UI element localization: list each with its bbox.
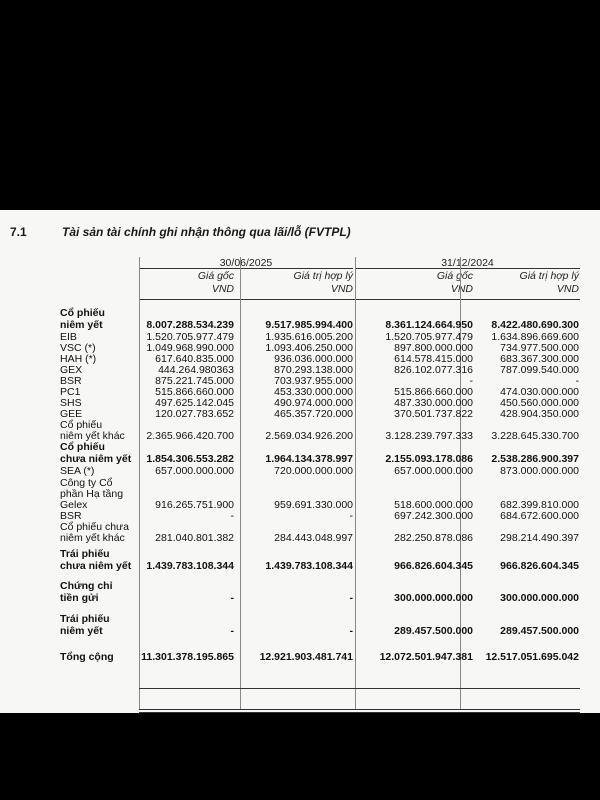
col-header-label: Giá gốc	[436, 270, 473, 282]
table-cell: 8.422.480.690.300	[491, 319, 579, 331]
row-label: GEE	[60, 408, 83, 420]
row-label: tiền gửi	[60, 592, 99, 604]
row-label: BSR	[60, 375, 82, 387]
row-label: Cổ phiếu chưa	[60, 521, 129, 533]
row-label: niêm yết khác	[60, 430, 125, 442]
table-cell: 289.457.500.000	[500, 625, 579, 637]
table-cell: 657.000.000.000	[155, 465, 234, 477]
col-header-cost-2025	[198, 270, 234, 296]
table-cell: -	[230, 510, 234, 522]
table-cell: 684.672.600.000	[500, 510, 579, 522]
table-cell: 959.691.330.000	[274, 499, 353, 511]
table-cell: 1.439.783.108.344	[146, 560, 234, 572]
table-cell: 1.520.705.977.479	[385, 331, 473, 343]
period-header-2025: 30/06/2025	[219, 257, 273, 269]
column-divider	[139, 257, 140, 709]
row-label: Tổng cộng	[60, 651, 114, 663]
row-label: Chứng chỉ	[60, 580, 113, 592]
table-cell: 300.000.000.000	[500, 592, 579, 604]
row-label: HAH (*)	[60, 353, 97, 365]
col-header-label: Giá trị hợp lý	[293, 270, 353, 282]
table-cell: 3.128.239.797.333	[385, 430, 473, 442]
table-cell: 787.099.540.000	[500, 364, 579, 376]
table-cell: 870.293.138.000	[274, 364, 353, 376]
table-cell: 617.640.835.000	[155, 353, 234, 365]
row-label: Cổ phiếu	[60, 441, 105, 453]
table-cell: 2.365.966.420.700	[146, 430, 234, 442]
table-cell: 370.501.737.822	[394, 408, 473, 420]
col-header-label: Giá trị hợp lý	[519, 270, 579, 282]
column-divider	[355, 257, 356, 709]
table-cell: -	[230, 592, 234, 604]
table-cell: -	[349, 592, 353, 604]
col-header-cost-2024	[437, 270, 473, 296]
table-cell: 518.600.000.000	[394, 499, 473, 511]
table-cell: 474.030.000.000	[500, 386, 579, 398]
table-cell: 2.538.286.900.397	[491, 453, 579, 465]
table-cell: 683.367.300.000	[500, 353, 579, 365]
period-underline-2025	[139, 268, 353, 269]
table-cell: 12.517.051.695.042	[485, 651, 579, 663]
table-cell: 282.250.878.086	[394, 532, 473, 544]
row-label: SHS	[60, 397, 82, 409]
row-label: SEA (*)	[60, 465, 95, 477]
table-cell: 916.265.751.900	[155, 499, 234, 511]
table-cell: 8.007.288.534.239	[146, 319, 234, 331]
table-cell: 298.214.490.397	[500, 532, 579, 544]
table-cell: 281.040.801.382	[155, 532, 234, 544]
table-cell: 300.000.000.000	[394, 592, 473, 604]
table-cell: 453.330.000.000	[274, 386, 353, 398]
col-header-unit: VND	[450, 283, 473, 295]
row-label: chưa niêm yết	[60, 560, 132, 572]
total-double-rule	[139, 709, 580, 713]
table-cell: 120.027.783.652	[155, 408, 234, 420]
row-label: Công ty Cổ	[60, 477, 113, 489]
total-top-rule	[139, 688, 580, 689]
column-divider	[240, 257, 241, 709]
table-cell: 826.102.077.316	[394, 364, 473, 376]
section-title: Tài sản tài chính ghi nhận thông qua lãi/lỗ (FVTPL)	[62, 225, 351, 239]
table-cell: -	[230, 625, 234, 637]
table-cell: 1.964.134.378.997	[265, 453, 353, 465]
table-cell: 1.935.616.005.200	[265, 331, 353, 343]
table-cell: 487.330.000.000	[394, 397, 473, 409]
table-cell: 289.457.500.000	[394, 625, 473, 637]
table-cell: 1.093.406.250.000	[265, 342, 353, 354]
row-label: GEX	[60, 364, 83, 376]
section-number: 7.1	[10, 225, 27, 239]
period-underline-2024	[355, 268, 580, 269]
table-cell: 703.937.955.000	[274, 375, 353, 387]
table-cell: 428.904.350.000	[500, 408, 579, 420]
table-cell: 9.517.985.994.400	[265, 319, 353, 331]
table-cell: 284.443.048.997	[274, 532, 353, 544]
table-cell: 657.000.000.000	[394, 465, 473, 477]
table-cell: 2.569.034.926.200	[265, 430, 353, 442]
table-cell: 515.866.660.000	[155, 386, 234, 398]
table-cell: 682.399.810.000	[500, 499, 579, 511]
header-underline	[139, 299, 580, 300]
table-cell: 1.049.968.990.000	[146, 342, 234, 354]
row-label: chưa niêm yết	[60, 453, 132, 465]
table-cell: 897.800.000.000	[394, 342, 473, 354]
col-header-unit: VND	[211, 283, 234, 295]
table-cell: 1.634.896.669.600	[491, 331, 579, 343]
table-cell: 873.000.000.000	[500, 465, 579, 477]
table-cell: 450.560.000.000	[500, 397, 579, 409]
row-label: Gelex	[60, 499, 88, 511]
row-label: PC1	[60, 386, 81, 398]
col-header-label: Giá gốc	[197, 270, 234, 282]
table-cell: 875.221.745.000	[155, 375, 234, 387]
table-cell: 12.921.903.481.741	[259, 651, 353, 663]
table-cell: 12.072.501.947.381	[379, 651, 473, 663]
table-cell: 734.977.500.000	[500, 342, 579, 354]
col-header-unit: VND	[556, 283, 579, 295]
row-label: Trái phiếu	[60, 613, 110, 625]
row-label: BSR	[60, 510, 82, 522]
table-cell: 8.361.124.664.950	[385, 319, 473, 331]
table-cell: 966.826.604.345	[500, 560, 579, 572]
table-cell: 490.974.000.000	[274, 397, 353, 409]
table-cell: 444.264.980363	[158, 364, 234, 376]
row-label: niêm yết	[60, 625, 103, 637]
table-cell: 515.866.660.000	[394, 386, 473, 398]
table-cell: 936.036.000.000	[274, 353, 353, 365]
row-label: Trái phiếu	[60, 548, 110, 560]
row-label: niêm yết	[60, 319, 103, 331]
table-cell: 2.155.093.178.086	[385, 453, 473, 465]
row-label: niêm yết khác	[60, 532, 125, 544]
table-cell: 614.578.415.000	[394, 353, 473, 365]
table-cell: -	[349, 510, 353, 522]
table-cell: 3.228.645.330.700	[491, 430, 579, 442]
col-header-unit: VND	[330, 283, 353, 295]
table-cell: 1.520.705.977.479	[146, 331, 234, 343]
table-cell: 697.242.300.000	[394, 510, 473, 522]
row-label: phần Hạ tầng	[60, 488, 124, 500]
table-cell: -	[349, 625, 353, 637]
table-cell: 966.826.604.345	[394, 560, 473, 572]
table-cell: 720.000.000.000	[274, 465, 353, 477]
table-cell: 497.625.142.045	[155, 397, 234, 409]
row-label: VSC (*)	[60, 342, 96, 354]
col-header-fair-2025	[294, 270, 353, 296]
table-cell: -	[575, 375, 579, 387]
document-page	[0, 210, 600, 713]
row-label: EIB	[60, 331, 77, 343]
table-cell: 11.301.378.195.865	[141, 651, 234, 663]
table-cell: 465.357.720.000	[274, 408, 353, 420]
period-header-2024: 31/12/2024	[441, 257, 494, 269]
table-cell: 1.854.306.553.282	[146, 453, 234, 465]
row-label: Cổ phiếu	[60, 307, 105, 319]
table-cell: -	[469, 375, 473, 387]
row-label: Cổ phiếu	[60, 419, 103, 431]
table-cell: 1.439.783.108.344	[265, 560, 353, 572]
col-header-fair-2024	[520, 270, 579, 296]
